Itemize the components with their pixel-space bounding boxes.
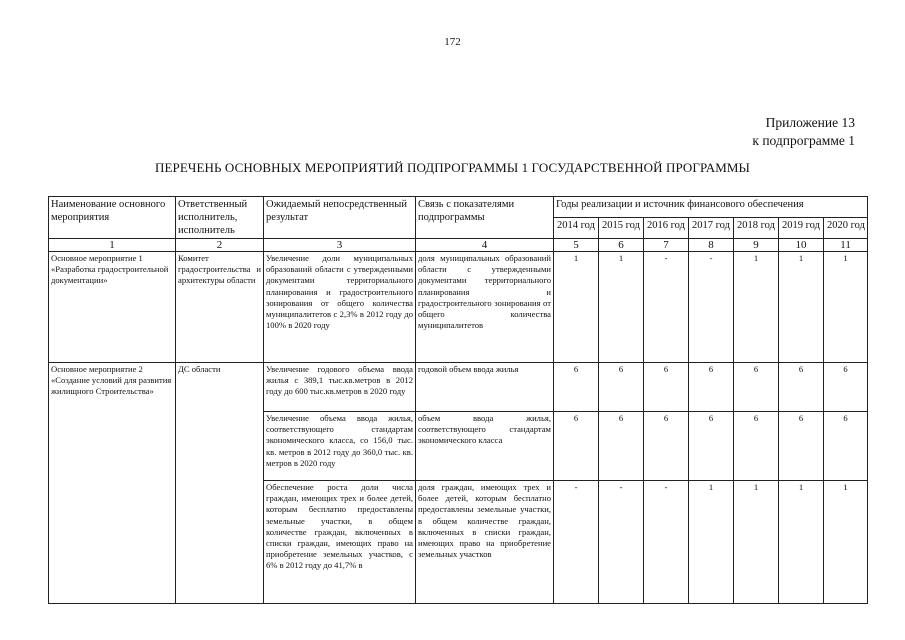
year-value: 6 xyxy=(599,412,644,481)
header-year: 2014 год xyxy=(554,218,599,239)
column-number: 11 xyxy=(824,239,868,252)
header-year: 2020 год xyxy=(824,218,868,239)
activity-name: Основное мероприятие 1 «Разработка градостроительной документации» xyxy=(49,252,176,363)
activities-table xyxy=(48,196,868,604)
year-value: 6 xyxy=(599,363,644,412)
year-value: - xyxy=(644,252,689,363)
column-number: 7 xyxy=(644,239,689,252)
year-value: 1 xyxy=(824,252,868,363)
page-number: 172 xyxy=(444,36,461,48)
header-year: 2019 год xyxy=(779,218,824,239)
year-value: - xyxy=(644,481,689,604)
year-value: 6 xyxy=(554,412,599,481)
header-year: 2015 год xyxy=(599,218,644,239)
appendix-line-2: к подпрограмме 1 xyxy=(752,133,855,148)
year-value: 6 xyxy=(734,412,779,481)
year-value: - xyxy=(689,252,734,363)
column-numbers-row xyxy=(49,239,868,252)
activity-name: Основное мероприятие 2 «Создание условий для развития жилищного Строительства» xyxy=(49,363,176,604)
header-result: Ожидаемый непосредственный результат xyxy=(264,197,416,239)
header-name: Наименование основного мероприятия xyxy=(49,197,176,239)
activity-indicator: доля граждан, имеющих трех и более детей, которым бесплатно предоставлены земельные участки, в общем количестве граждан, включенных в списки граждан, имеющих право на приобретение земельных участков xyxy=(416,481,554,604)
activity-result: Увеличение годового объема ввода жилья с 389,1 тыс.кв.метров в 2012 году до 600 тыс.кв.метров в 2020 году xyxy=(264,363,416,412)
appendix-label xyxy=(752,114,855,150)
activity-indicator: годовой объем ввода жилья xyxy=(416,363,554,412)
year-value: 6 xyxy=(689,363,734,412)
year-value: 6 xyxy=(824,412,868,481)
year-value: 1 xyxy=(779,252,824,363)
header-year: 2018 год xyxy=(734,218,779,239)
year-value: 1 xyxy=(689,481,734,604)
year-value: 1 xyxy=(599,252,644,363)
column-number: 6 xyxy=(599,239,644,252)
year-value: 6 xyxy=(779,412,824,481)
year-value: 6 xyxy=(824,363,868,412)
header-year: 2016 год xyxy=(644,218,689,239)
header-years-group: Годы реализации и источник финансового обеспечения xyxy=(554,197,868,218)
appendix-line-1: Приложение 13 xyxy=(765,115,855,130)
year-value: 6 xyxy=(734,363,779,412)
column-number: 4 xyxy=(416,239,554,252)
activity-indicator: объем ввода жилья, соответствующего стандартам экономического класса xyxy=(416,412,554,481)
year-value: 6 xyxy=(779,363,824,412)
activity-executor: Комитет градостроительства и архитектуры области xyxy=(176,252,264,363)
year-value: 6 xyxy=(644,412,689,481)
activity-indicator: доля муниципальных образований области с утвержденными документами территориального планирования и градостроительного зонирования от общего количества муниципалитетов xyxy=(416,252,554,363)
table-row xyxy=(49,363,868,412)
column-number: 9 xyxy=(734,239,779,252)
year-value: 1 xyxy=(734,481,779,604)
activity-executor: ДС области xyxy=(176,363,264,604)
year-value: 6 xyxy=(689,412,734,481)
activity-result: Обеспечение роста доли числа граждан, имеющих трех и более детей, которым бесплатно предоставлены земельные участки, в общем количестве граждан, включенных в списки граждан, имеющих право на приобретение земельных участков, с 6% в 2012 году до 41,7% в xyxy=(264,481,416,604)
header-indicator: Связь с показателями подпрограммы xyxy=(416,197,554,239)
column-number: 10 xyxy=(779,239,824,252)
year-value: 1 xyxy=(779,481,824,604)
column-number: 1 xyxy=(49,239,176,252)
document-title: ПЕРЕЧЕНЬ ОСНОВНЫХ МЕРОПРИЯТИЙ ПОДПРОГРАММЫ 1 ГОСУДАРСТВЕННОЙ ПРОГРАММЫ xyxy=(155,160,750,175)
year-value: 6 xyxy=(554,363,599,412)
header-row xyxy=(49,197,868,218)
table-row xyxy=(49,252,868,363)
column-number: 8 xyxy=(689,239,734,252)
header-year: 2017 год xyxy=(689,218,734,239)
year-value: 1 xyxy=(824,481,868,604)
year-value: 1 xyxy=(734,252,779,363)
year-value: - xyxy=(599,481,644,604)
column-number: 3 xyxy=(264,239,416,252)
activity-result: Увеличение доли муниципальных образований области с утвержденными документами территориального планирования и градостроительного зонирования от общего количества муниципалитетов с 2,3% в 2012 году до 100% в 2020 году xyxy=(264,252,416,363)
header-executor: Ответственный исполнитель, исполнитель xyxy=(176,197,264,239)
year-value: 1 xyxy=(554,252,599,363)
column-number: 2 xyxy=(176,239,264,252)
year-value: 6 xyxy=(644,363,689,412)
year-value: - xyxy=(554,481,599,604)
column-number: 5 xyxy=(554,239,599,252)
activity-result: Увеличение объема ввода жилья, соответствующего стандартам экономического класса, со 156,0 тыс. кв. метров в 2012 году до 360,0 тыс. кв. метров в 2020 году xyxy=(264,412,416,481)
